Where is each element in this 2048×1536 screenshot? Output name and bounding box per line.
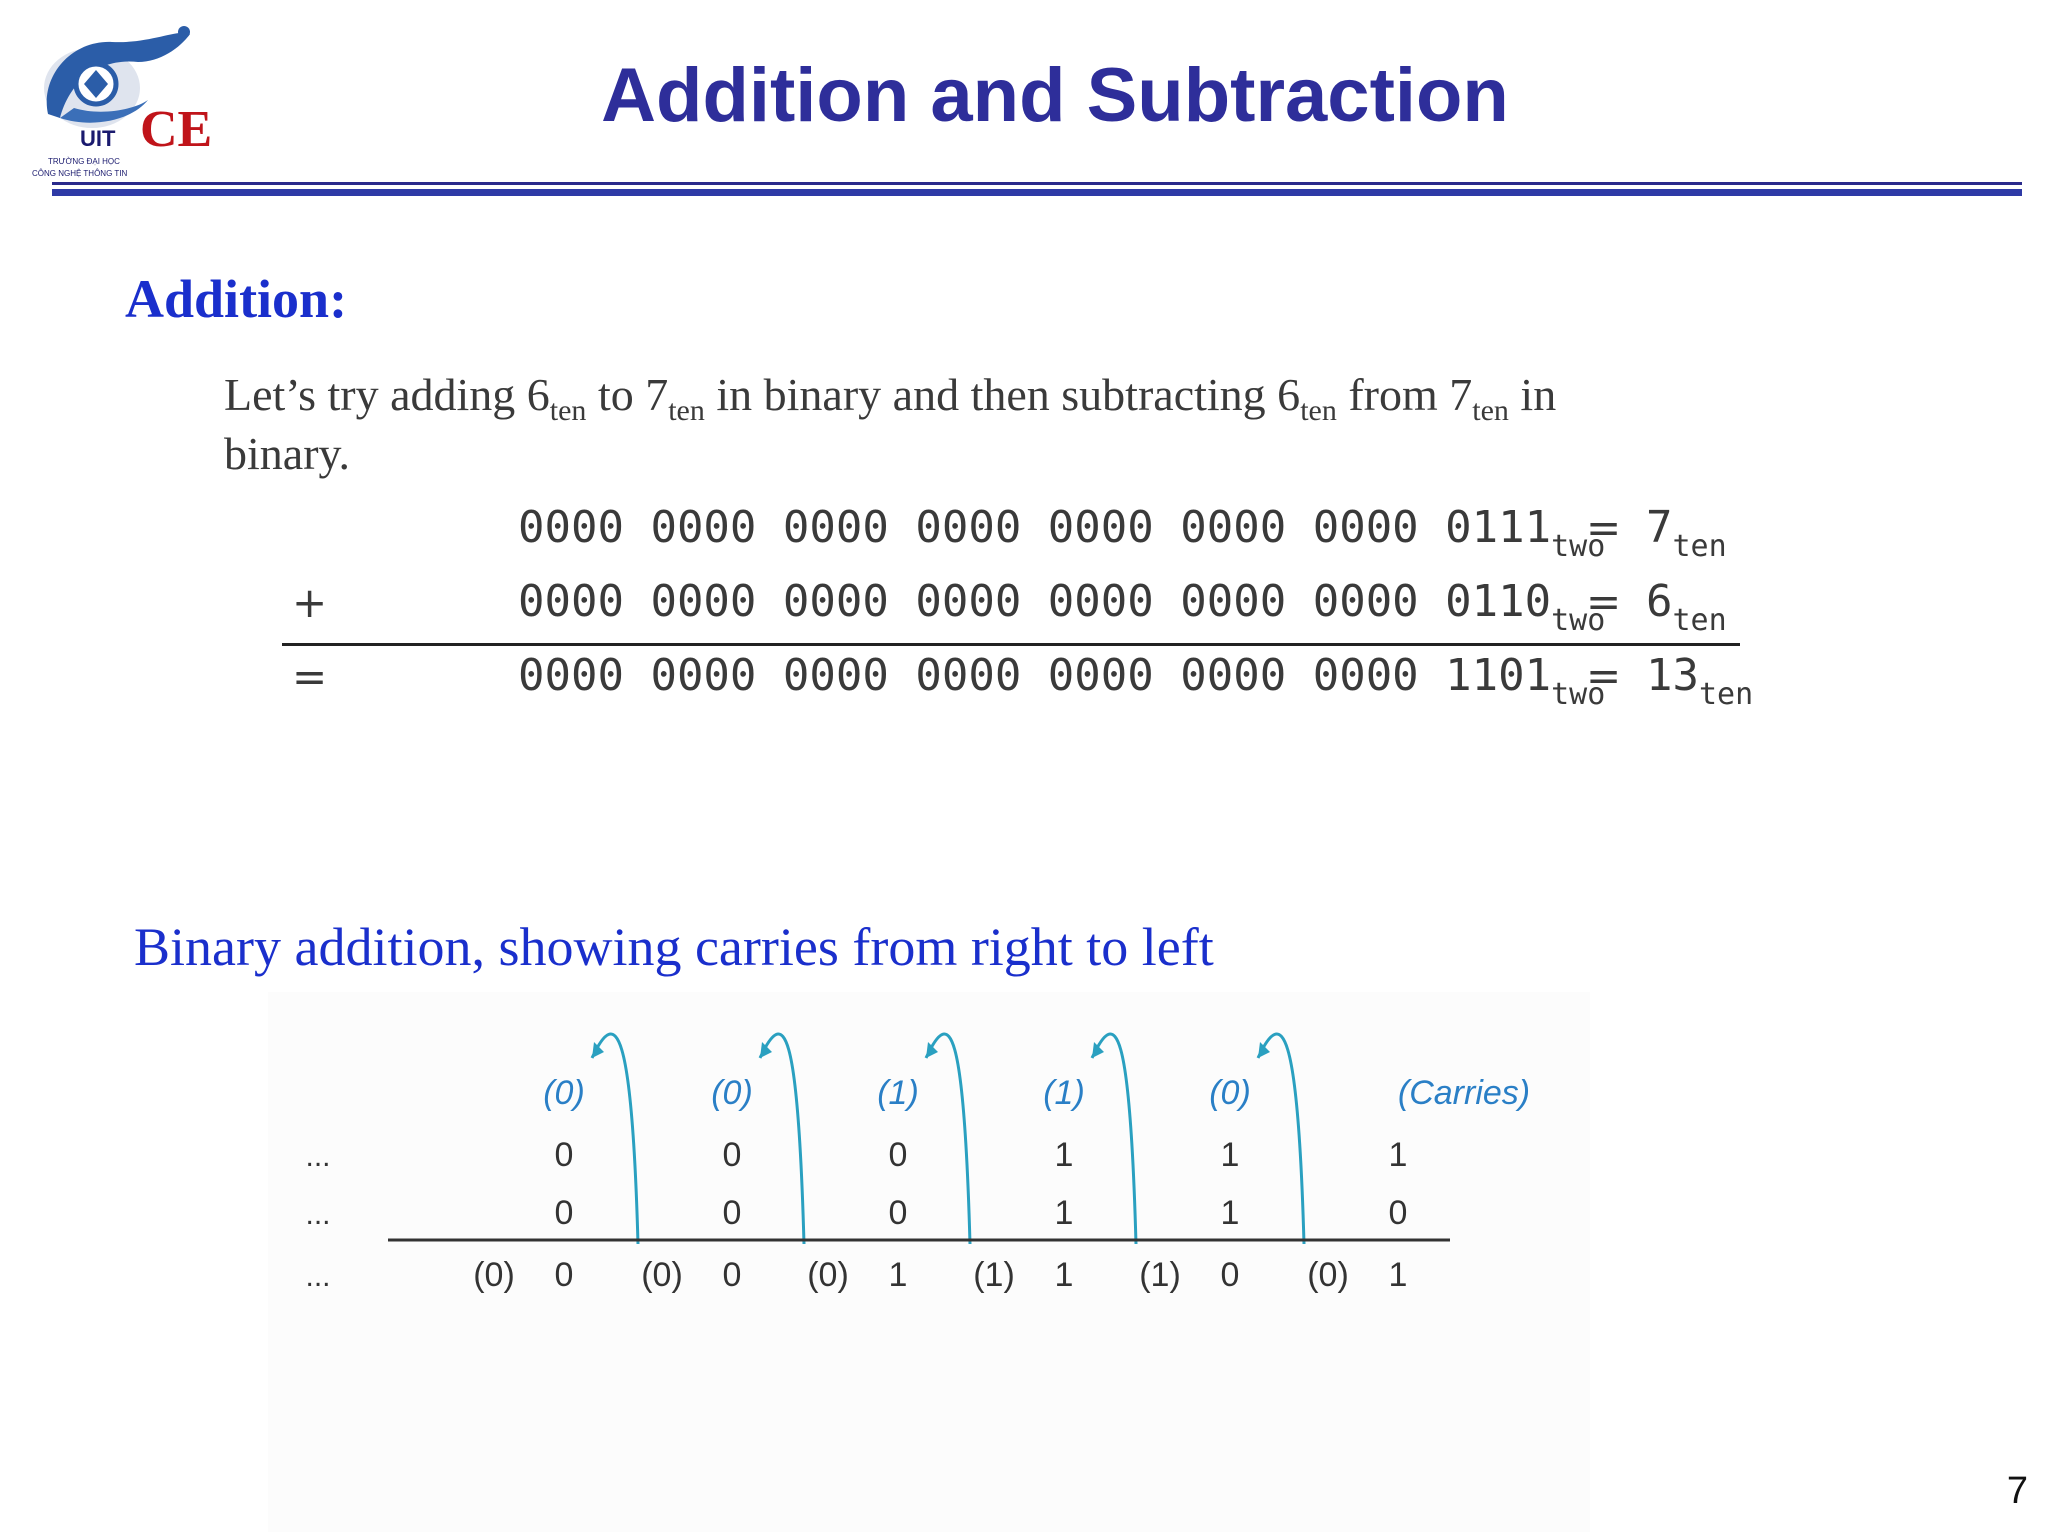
ellipsis: ... (305, 1260, 331, 1293)
sum-carry: (0) (641, 1256, 683, 1294)
addend-b-digit: 0 (1388, 1194, 1408, 1232)
section-heading: Addition: (125, 269, 348, 329)
sum-digit: 0 (1220, 1256, 1240, 1294)
example-row-2-bits: 0000 0000 0000 0000 0000 0000 0000 $0110_{two}$ (518, 576, 1606, 638)
example-row-2-decimal: $6_{ten}$ (1646, 576, 1727, 638)
ellipsis: ... (305, 1198, 331, 1231)
carry-arrow (1258, 1034, 1304, 1244)
addend-b-digit: 0 (722, 1194, 742, 1232)
sum-carry: (0) (1307, 1256, 1349, 1294)
addend-b-digit: 0 (554, 1194, 574, 1232)
ellipsis: ... (305, 1140, 331, 1173)
carry-label: (0) (711, 1074, 753, 1112)
carry-diagram (268, 992, 1590, 1532)
equals-sign-row: = (292, 652, 328, 701)
example-row-1-decimal: $7_{ten}$ (1646, 502, 1727, 564)
carry-arrow (592, 1034, 638, 1244)
logo-line2: CÔNG NGHỆ THÔNG TIN (32, 169, 128, 178)
addend-b-digit: 1 (1220, 1194, 1240, 1232)
sum-digit: 1 (888, 1256, 908, 1294)
addend-a-digit: 0 (722, 1136, 742, 1174)
addend-a-digit: 1 (1388, 1136, 1408, 1174)
carry-label: (1) (877, 1074, 919, 1112)
logo-line1: TRƯỜNG ĐẠI HỌC (48, 157, 120, 166)
addend-a-digit: 0 (888, 1136, 908, 1174)
example-row-3-equals: = (1586, 651, 1622, 700)
sum-digit: 1 (1054, 1256, 1074, 1294)
example-row-3-decimal: $13_{ten}$ (1646, 650, 1754, 712)
example-row-3-bits: 0000 0000 0000 0000 0000 0000 0000 $1101_{two}$ (518, 650, 1606, 712)
sum-digit: 0 (554, 1256, 574, 1294)
title-divider-thin (52, 182, 2022, 185)
sum-underline (282, 643, 1740, 646)
logo-ce: CE (140, 101, 213, 158)
addend-a-digit: 1 (1054, 1136, 1074, 1174)
addend-b-digit: 1 (1054, 1194, 1074, 1232)
intro-line-1: Let’s try adding $6_{ten}$ to $7_{ten}$ in binary and then subtracting $6_{ten}$ from $7_{ten}$ in (224, 369, 1557, 427)
carry-label: (1) (1043, 1074, 1085, 1112)
slide-title: Addition and Subtraction (601, 53, 1509, 138)
intro-line-2: binary. (224, 428, 351, 479)
logo-uit: UIT (80, 126, 116, 151)
carry-diagram-caption: Binary addition, showing carries from right to left (134, 917, 1214, 977)
carry-arrow (1092, 1034, 1136, 1244)
carry-arrow (926, 1034, 970, 1244)
addend-a-digit: 1 (1220, 1136, 1240, 1174)
sum-carry: (1) (973, 1256, 1015, 1294)
carry-label: (0) (1209, 1074, 1251, 1112)
example-row-1-equals: = (1586, 503, 1622, 552)
example-row-1-bits: 0000 0000 0000 0000 0000 0000 0000 $0111_{two}$ (518, 502, 1606, 564)
sum-carry: (0) (807, 1256, 849, 1294)
sum-digit: 0 (722, 1256, 742, 1294)
example-row-2-equals: = (1586, 577, 1622, 626)
plus-sign: + (292, 578, 328, 627)
sum-digit: 1 (1388, 1256, 1408, 1294)
title-divider-thick (52, 189, 2022, 196)
addend-a-digit: 0 (554, 1136, 574, 1174)
carries-legend: (Carries) (1397, 1074, 1531, 1112)
addend-b-digit: 0 (888, 1194, 908, 1232)
carry-label: (0) (543, 1074, 585, 1112)
sum-carry: (1) (1139, 1256, 1181, 1294)
sum-carry: (0) (473, 1256, 515, 1294)
carry-arrow (760, 1034, 804, 1244)
page-number: 7 (2006, 1470, 2028, 1512)
